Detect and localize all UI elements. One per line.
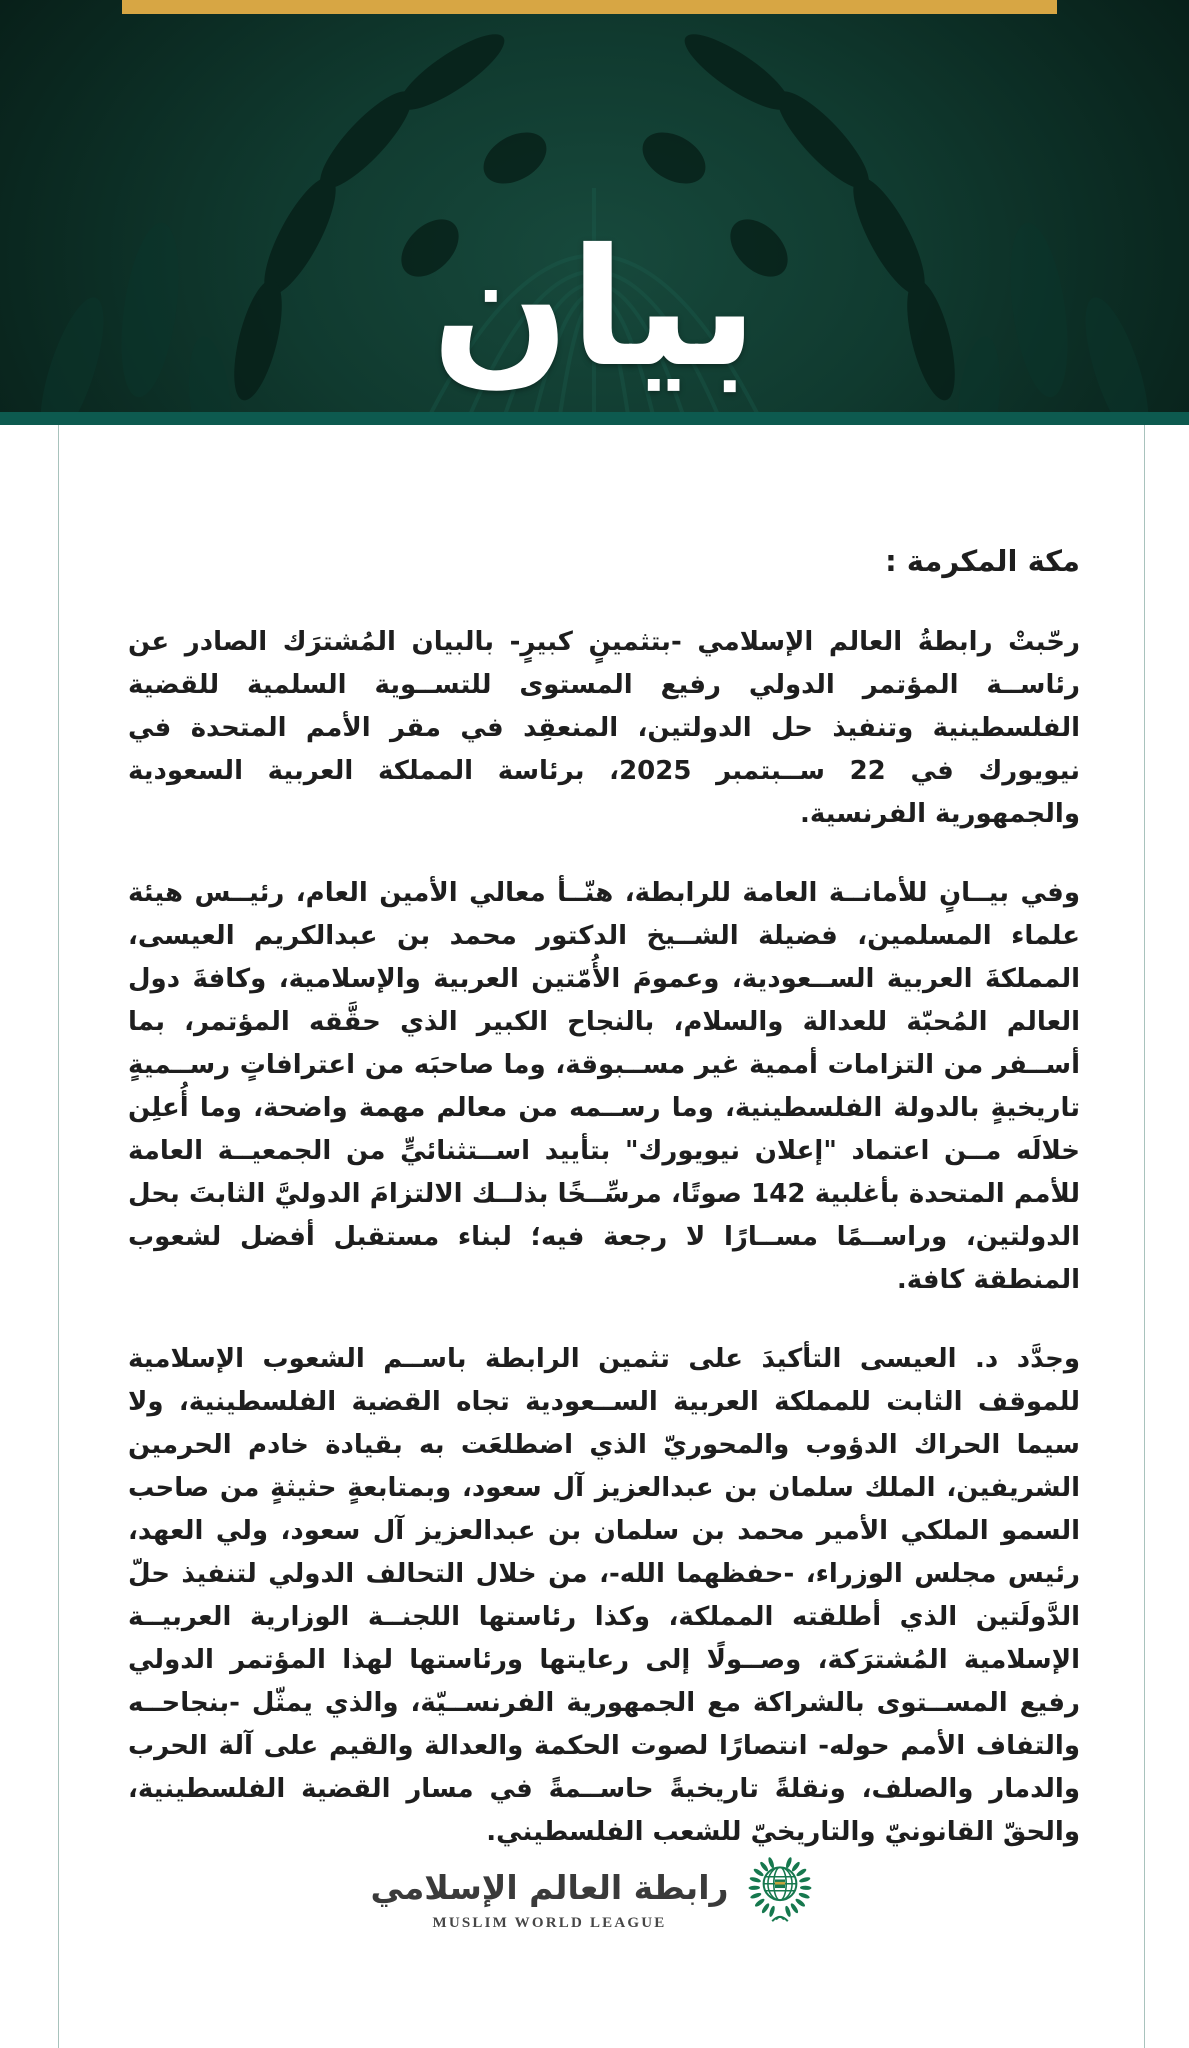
paragraph-affirmation: وجدَّد د. العيسى التأكيدَ على تثمين الرابطة باســم الشعوب الإسلامية للموقف الثابت للمملكة العربية الســعودية تجاه القضية الفلسطينية، ولا سيما الحراك الدؤوب والمحوريّ الذي اضطلعَت به بقيادة خادم الحرمين الشريفين، الملك سلمان بن عبدالعزيز آل سعود، وبمتابعةٍ حثيثةٍ من صاحب السمو الملكي الأمير محمد بن سلمان بن عبدالعزيز آل سعود، ولي العهد، رئيس مجلس الوزراء، -حفظهما الله-، من خلال التحالف الدولي لتنفيذ حلّ الدَّولَتين الذي أطلقته المملكة، وكذا رئاستها اللجنــة الوزارية العربيــة الإسلامية المُشترَكة، وصــولًا إلى رعايتها ورئاستها لهذا المؤتمر الدولي رفيع المســتوى بالشراكة مع الجمهورية الفرنســيّة، والذي يمثّل -بنجاحــه والتفاف الأمم حوله- انتصارًا لصوت الحكمة والعدالة والقيم على آلة الحرب والدمار والصلف، ونقلةً تاريخيةً حاســمةً في مسار القضية الفلسطينية، والحقّ القانونيّ والتاريخيّ للشعب الفلسطيني.: [128, 1344, 1080, 1847]
teal-divider-strip: [0, 412, 1189, 425]
right-hairline-rule: [1144, 425, 1145, 2048]
mwl-logo-text: [370, 1865, 728, 1932]
statement-calligraphy-title: بيان: [431, 214, 758, 403]
gold-accent-bar: [122, 0, 1057, 14]
mwl-english-name: MUSLIM WORLD LEAGUE: [432, 1915, 667, 1931]
mwl-logo: [0, 1848, 1189, 1932]
globe-icon: [763, 1867, 796, 1900]
mwl-emblem-icon: [741, 1848, 819, 1932]
statement-text-block: [128, 425, 1080, 1890]
left-hairline-rule: [58, 425, 59, 2048]
mwl-arabic-name: رابطة العالم الإسلامي: [370, 1868, 729, 1907]
location-heading: مكة المكرمة :: [885, 544, 1080, 578]
kaaba-icon: [774, 1879, 784, 1888]
paragraph-welcome: رحّبتْ رابطةُ العالم الإسلامي -بتثمينٍ كبيرٍ- بالبيان المُشترَك الصادر عن رئاســة المؤتمر الدولي رفيع المستوى للتســوية السلمية للقضية الفلسطينية وتنفيذ حل الدولتين، المنعقِد في مقر الأمم المتحدة في نيويورك في 22 ســبتمبر 2025، برئاسة المملكة العربية السعودية والجمهورية الفرنسية.: [128, 627, 1080, 829]
statement-sheet: [0, 425, 1189, 2048]
wreath-stems: [772, 1917, 788, 1921]
paragraph-congratulations: وفي بيــانٍ للأمانــة العامة للرابطة، هنّــأ معالي الأمين العام، رئيــس هيئة علماء المسلمين، فضيلة الشــيخ الدكتور محمد بن عبدالكريم العيسى، المملكةَ العربية الســعودية، وعمومَ الأُمّتين العربية والإسلامية، وكافةَ دول العالم المُحبّة للعدالة والسلام، بالنجاح الكبير الذي حقَّقه المؤتمر، بما أســفر من التزامات أممية غير مســبوقة، وما صاحبَه من اعترافاتٍ رســميةٍ تاريخيةٍ بالدولة الفلسطينية، وما رســمه من معالم مهمة واضحة، وما أُعلِن خلالَه مــن اعتماد "إعلان نيويورك" بتأييد اســتثنائيٍّ من الجمعيــة العامة للأمم المتحدة بأغلبية 142 صوتًا، مرسِّــخًا بذلــك الالتزامَ الدوليَّ الثابتَ بحل الدولتين، وراســمًا مســارًا لا رجعة فيه؛ لبناء مستقبل أفضل لشعوب المنطقة كافة.: [128, 878, 1080, 1295]
header-banner: [0, 0, 1189, 412]
